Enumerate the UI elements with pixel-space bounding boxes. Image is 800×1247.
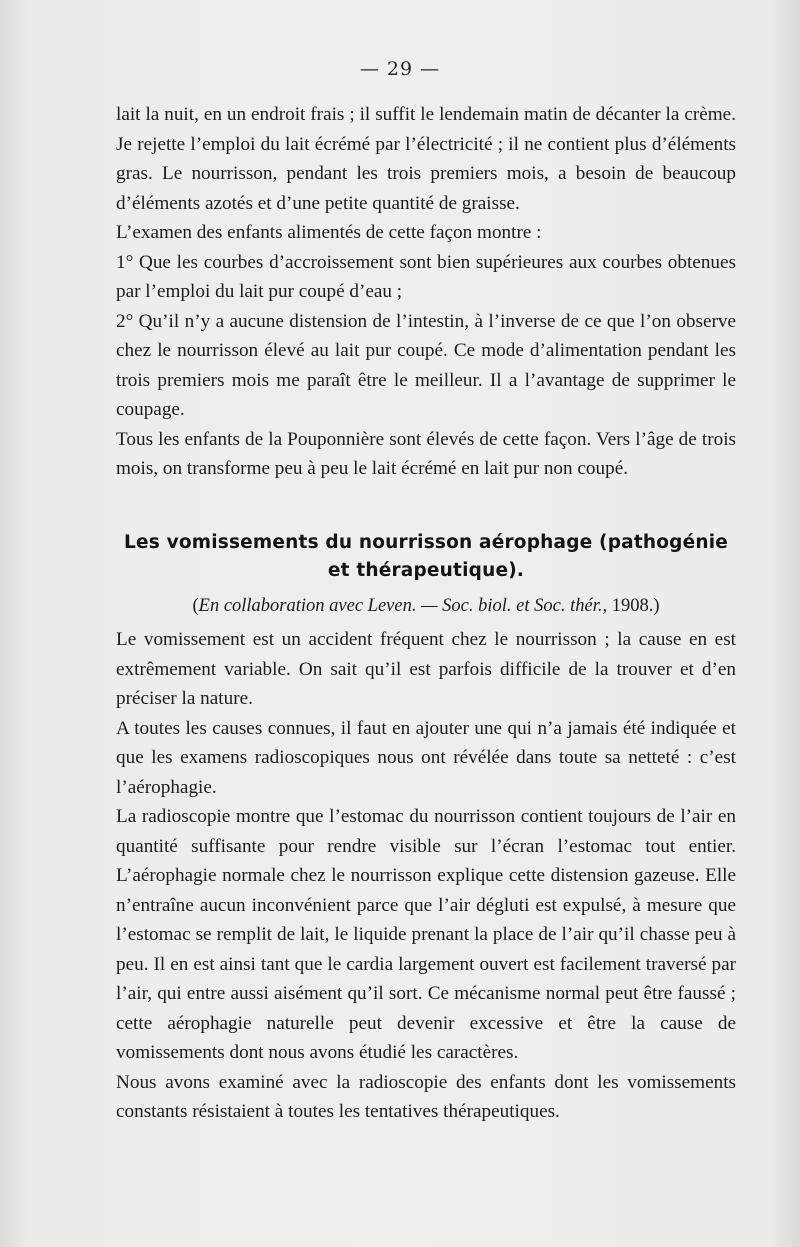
paragraph: Le vomissement est un accident fréquent chez le nourrisson ; la cause en est extrêmement variable. On sait qu’il est parfois difficile de la trouver et d’en préciser la nature. xyxy=(116,629,736,709)
paragraph: Tous les enfants de la Pouponnière sont élevés de cette façon. Vers l’âge de trois mois, on transforme peu à peu le lait écrémé en lait pur non coupé. xyxy=(116,428,736,479)
page-number: — 29 — xyxy=(359,58,441,80)
paragraph: A toutes les causes connues, il faut en ajouter une qui n’a jamais été indiquée et que les examens radioscopiques nous ont révélée dans toute sa netteté : c’est l’aérophagie. xyxy=(116,717,736,798)
page-body xyxy=(116,100,736,1127)
paragraph: L’examen des enfants alimentés de cette façon montre : xyxy=(116,222,542,243)
paragraph: 2° Qu’il n’y a aucune distension de l’intestin, à l’inverse de ce que l’on observe chez le nourrisson élevé au lait pur coupé. Ce mode d’alimentation pendant les trois premiers mois me paraît être le meilleur. Il a l’avantage de supprimer le coupage. xyxy=(116,310,736,420)
paragraph-continuation: lait la nuit, en un endroit frais ; il suffit le lendemain matin de décanter la crème. Je rejette l’emploi du lait écrémé par l’électricité ; il ne contient plus d’éléments gras. Le nourrisson, pendant les trois premiers mois, a besoin de beaucoup d’éléments azotés et d’une petite quantité de graisse. xyxy=(116,104,736,214)
paragraph: La radioscopie montre que l’estomac du nourrisson contient toujours de l’air en quantité suffisante pour rendre visible sur l’écran l’estomac tout entier. L’aérophagie normale chez le nourrisson explique cette distension gazeuse. Elle n’entraîne aucun inconvénient parce que l’air dégluti est expulsé, à mesure que l’estomac se remplit de lait, le liquide prenant la place de l’air qu’il chasse peu à peu. Il en est ainsi tant que le cardia largement ouvert est facilement traversé par l’air, qui entre aussi aisément qu’il sort. Ce mécanisme normal peut être faussé ; cette aérophagie naturelle peut devenir excessive et être la cause de vomissements dont nous avons étudié les caractères. xyxy=(116,806,736,1063)
reference-line xyxy=(116,592,736,622)
reference-collaboration: En collaboration avec Leven. — Soc. biol. et Soc. thér. xyxy=(198,595,603,616)
reference-year: , 1908.) xyxy=(602,595,660,616)
reference-open: ( xyxy=(192,595,199,616)
paragraph: Nous avons examiné avec la radioscopie des enfants dont les vomissements constants résistaient à toutes les tentatives thérapeutiques. xyxy=(116,1071,736,1122)
paragraph: 1° Que les courbes d’accroissement sont bien supérieures aux courbes obtenues par l’emploi du lait pur coupé d’eau ; xyxy=(116,251,736,302)
section-title: Les vomissements du nourrisson aérophage (pathogénie et thérapeutique). xyxy=(123,531,729,581)
